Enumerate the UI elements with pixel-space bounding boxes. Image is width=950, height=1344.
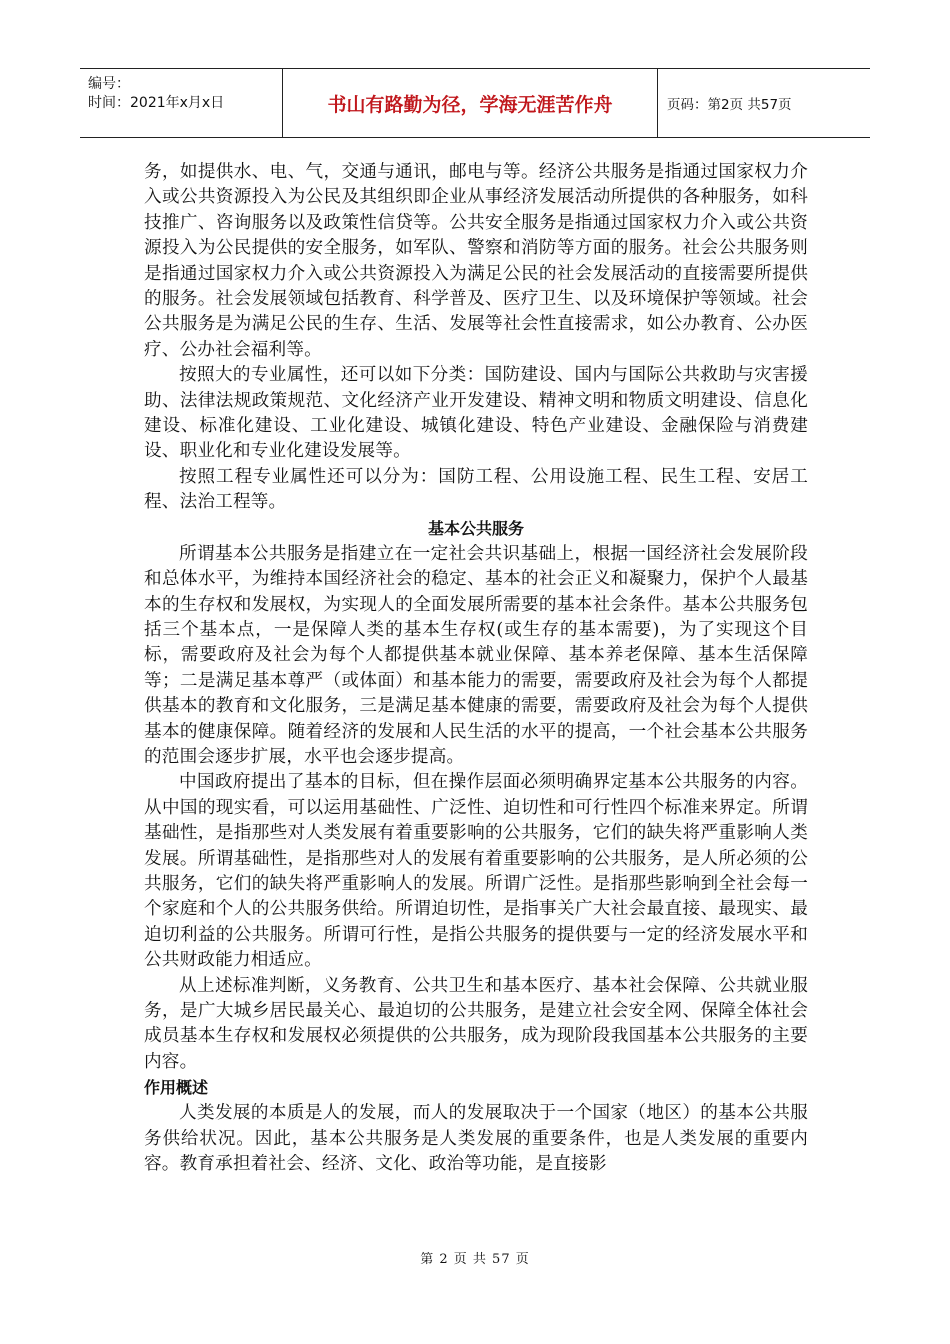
page-footer: 第 2 页 共 57 页 — [420, 1252, 530, 1267]
paragraph: 人类发展的本质是人的发展，而人的发展取决于一个国家（地区）的基本公共服务供给状况。因此，基本公共服务是人类发展的重要条件，也是人类发展的重要内容。教育承担着社会、经济、文化、政治等功能，是直接影 — [144, 1103, 808, 1175]
section-heading: 作用概述 — [144, 1078, 209, 1098]
document-body — [144, 160, 808, 1177]
header-meta — [80, 69, 282, 137]
paragraph: 按照大的专业属性，还可以如下分类：国防建设、国内与国际公共救助与灾害援助、法律法规政策规范、文化经济产业开发建设、精神文明和物质文明建设、信息化建设、标准化建设、工业化建设、城镇化建设、特色产业建设、金融保险与消费建设、职业化和专业化建设发展等。 — [144, 365, 808, 462]
header-page-info: 页码：第2页 共57页 — [667, 97, 792, 113]
paragraph: 从上述标准判断，义务教育、公共卫生和基本医疗、基本社会保障、公共就业服务，是广大城乡居民最关心、最迫切的公共服务，是建立社会安全网、保障全体社会成员基本生存权和发展权必须提供的公共服务，成为现阶段我国基本公共服务的主要内容。 — [144, 975, 808, 1072]
paragraph: 务，如提供水、电、气，交通与通讯，邮电与等。经济公共服务是指通过国家权力介入或公共资源投入为公民及其组织即企业从事经济发展活动所提供的各种服务，如科技推广、咨询服务以及政策性信贷等。公共安全服务是指通过国家权力介入或公共资源投入为公民提供的安全服务，如军队、警察和消防等方面的服务。社会公共服务则是指通过国家权力介入或公共资源投入为满足公民的社会发展活动的直接需要所提供的服务。社会发展领域包括教育、科学普及、医疗卫生、以及环境保护等领域。社会公共服务是为满足公民的生存、生活、发展等社会性直接需求，如公办教育、公办医疗、公办社会福利等。 — [144, 162, 808, 360]
section-heading: 基本公共服务 — [427, 518, 524, 538]
paragraph: 中国政府提出了基本的目标，但在操作层面必须明确界定基本公共服务的内容。从中国的现实看，可以运用基础性、广泛性、迫切性和可行性四个标准来界定。所谓基础性，是指那些对人类发展有着重要影响的公共服务，它们的缺失将严重影响人类发展。所谓基础性，是指那些对人的发展有着重要影响的公共服务，是人所必须的公共服务，它们的缺失将严重影响人的发展。所谓广泛性。是指那些影响到全社会每一个家庭和个人的公共服务供给。所谓迫切性，是指事关广大社会最直接、最现实、最迫切利益的公共服务。所谓可行性，是指公共服务的提供要与一定的经济发展水平和公共财政能力相适应。 — [144, 772, 808, 971]
paragraph: 所谓基本公共服务是指建立在一定社会共识基础上，根据一国经济社会发展阶段和总体水平，为维持本国经济社会的稳定、基本的社会正义和凝聚力，保护个人最基本的生存权和发展权，为实现人的全面发展所需要的基本社会条件。基本公共服务包括三个基本点，一是保障人类的基本生存权(或生存的基本需要)，为了实现这个目标，需要政府及社会为每个人都提供基本就业保障、基本养老保障、基本生活保障等；二是满足基本尊严（或体面）和基本能力的需要，需要政府及社会为每个人都提供基本的教育和文化服务，三是满足基本健康的需要，需要政府及社会为每个人提供基本的健康保障。随着经济的发展和人民生活的水平的提高，一个社会基本公共服务的范围会逐步扩展，水平也会逐步提高。 — [144, 543, 808, 767]
header-motto: 书山有路勤为径，学海无涯苦作舟 — [282, 69, 658, 137]
page-header — [80, 68, 870, 138]
document-date-label: 时间：2021年x月x日 — [88, 95, 225, 111]
document-number-label: 编号： — [88, 76, 130, 92]
paragraph: 按照工程专业属性还可以分为：国防工程、公用设施工程、民生工程、安居工程、法治工程等。 — [144, 466, 808, 513]
